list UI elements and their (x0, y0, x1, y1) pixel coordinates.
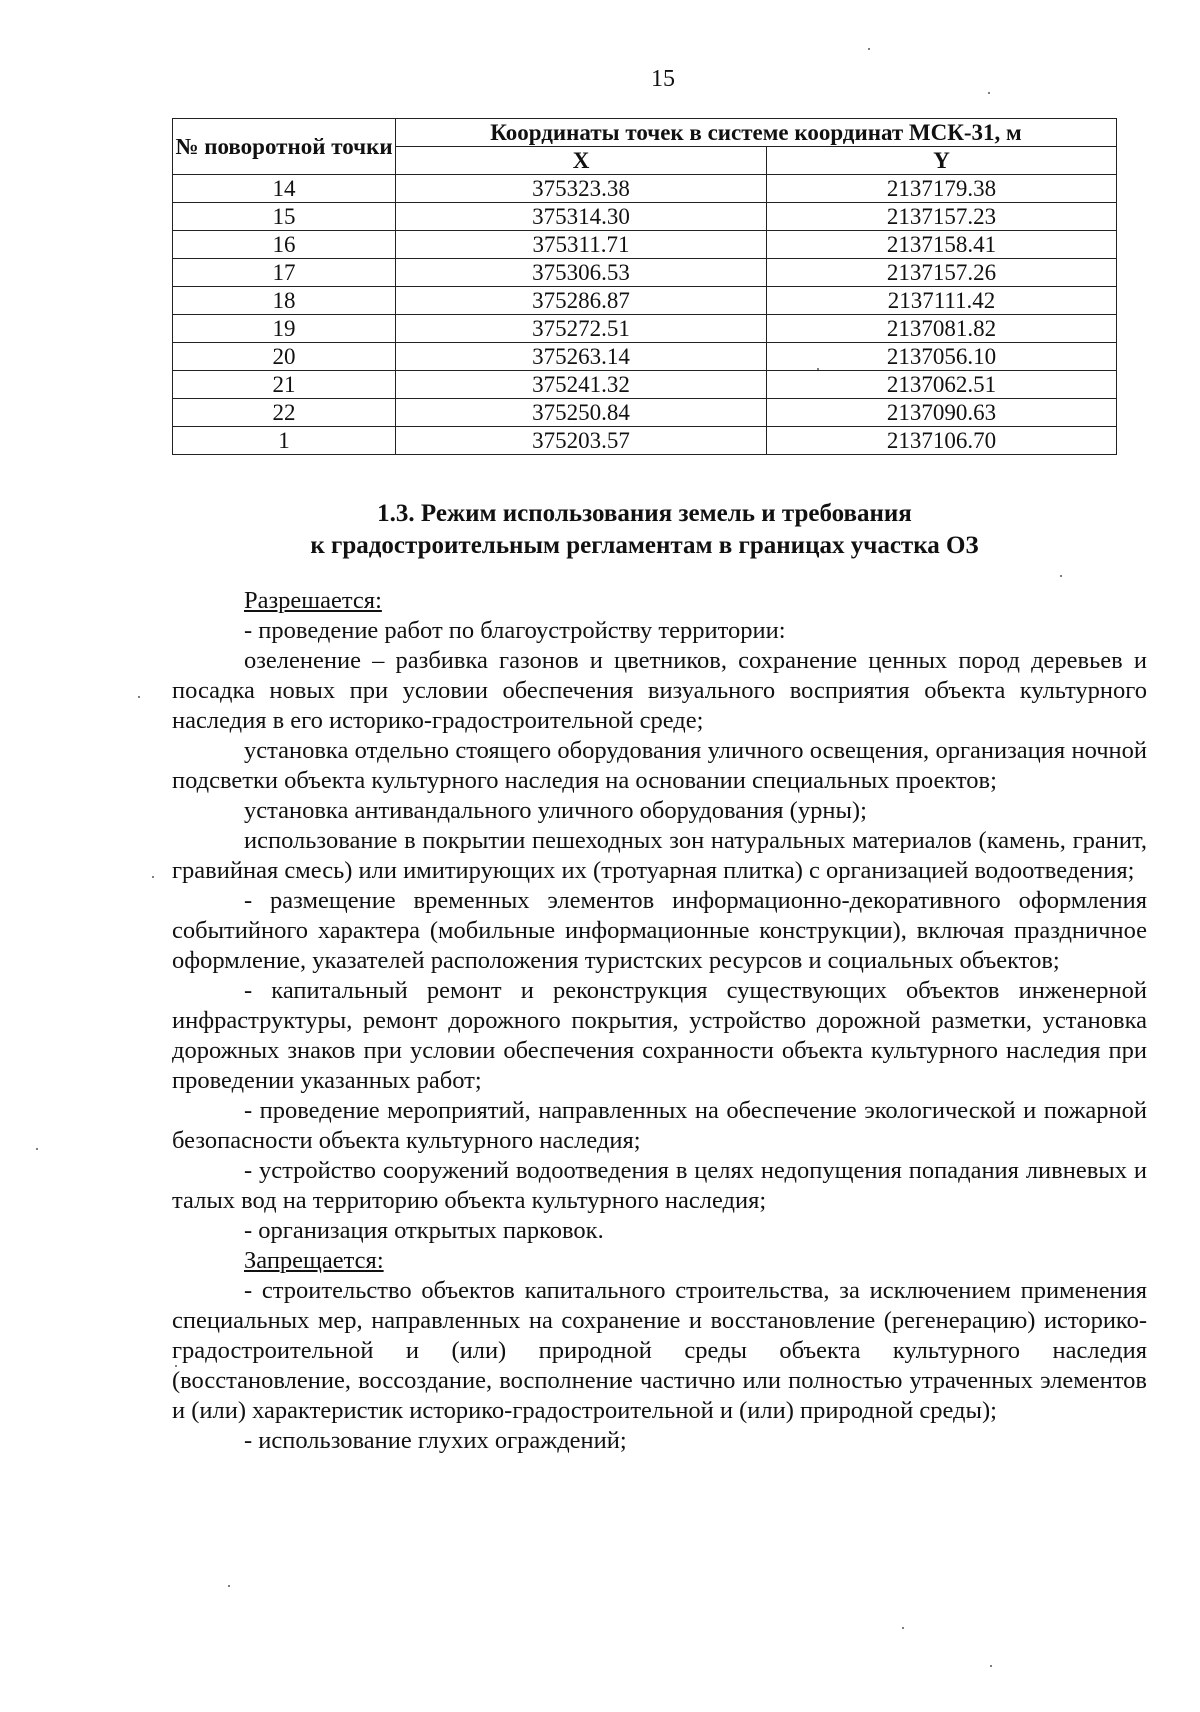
scan-speck (817, 368, 819, 370)
allowed-item: - устройство сооружений водоотведения в целях недопущения попадания ливневых и талых вод на территорию объекта культурного наследия; (172, 1157, 1147, 1214)
table-row (173, 427, 1117, 455)
point-number-cell: 22 (173, 399, 396, 427)
y-cell: 2137111.42 (767, 287, 1117, 315)
forbidden-item: - строительство объектов капитального строительства, за исключением применения специальных мер, направленных на сохранение и восстановление (регенерацию) историко-градостроительной и (или) природной среды объекта культурного наследия (восстановление, воссоздание, восполнение частично или полностью утраченных элементов и (или) характеристик историко-градостроительной и (или) природной среды); (172, 1277, 1147, 1424)
table-row (173, 259, 1117, 287)
allowed-item: - капитальный ремонт и реконструкция существующих объектов инженерной инфраструктуры, ремонт дорожного покрытия, устройство дорожной разметки, установка дорожных знаков при условии обеспечения сохранности объекта культурного наследия при проведении указанных работ; (172, 977, 1147, 1094)
allowed-item: - проведение работ по благоустройству территории: (244, 617, 786, 644)
section-title (172, 498, 1117, 562)
x-cell: 375250.84 (396, 399, 767, 427)
x-cell: 375311.71 (396, 231, 767, 259)
scan-speck (175, 1365, 177, 1367)
table-row (173, 343, 1117, 371)
point-number-cell: 1 (173, 427, 396, 455)
x-cell: 375203.57 (396, 427, 767, 455)
coordinates-table (172, 118, 1117, 455)
header-point-number: № поворотной точки (173, 119, 396, 175)
y-cell: 2137106.70 (767, 427, 1117, 455)
scan-speck (988, 92, 990, 94)
coordinates-table-body (173, 175, 1117, 455)
table-row (173, 287, 1117, 315)
scan-speck (902, 1627, 904, 1629)
table-row (173, 203, 1117, 231)
y-cell: 2137090.63 (767, 399, 1117, 427)
y-cell: 2137158.41 (767, 231, 1117, 259)
allowed-item: - проведение мероприятий, направленных на обеспечение экологической и пожарной безопасности объекта культурного наследия; (172, 1097, 1147, 1154)
allowed-item: установка отдельно стоящего оборудования уличного освещения, организация ночной подсветки объекта культурного наследия на основании специальных проектов; (172, 737, 1147, 794)
y-cell: 2137157.23 (767, 203, 1117, 231)
table-row (173, 399, 1117, 427)
scan-speck (228, 1585, 230, 1587)
point-number-cell: 19 (173, 315, 396, 343)
point-number-cell: 20 (173, 343, 396, 371)
regulations-text (172, 586, 1147, 1456)
x-cell: 375286.87 (396, 287, 767, 315)
header-x: X (396, 147, 767, 175)
y-cell: 2137179.38 (767, 175, 1117, 203)
forbidden-label: Запрещается: (244, 1247, 384, 1274)
y-cell: 2137081.82 (767, 315, 1117, 343)
x-cell: 375314.30 (396, 203, 767, 231)
allowed-label: Разрешается: (244, 587, 382, 614)
allowed-item: использование в покрытии пешеходных зон натуральных материалов (камень, гранит, гравийная смесь) или имитирующих их (тротуарная плитка) с организацией водоотведения; (172, 827, 1147, 884)
header-y: Y (767, 147, 1117, 175)
table-row (173, 315, 1117, 343)
y-cell: 2137062.51 (767, 371, 1117, 399)
allowed-item: озеленение – разбивка газонов и цветников, сохранение ценных пород деревьев и посадка новых при условии обеспечения визуального восприятия объекта культурного наследия в его историко-градостроительной среде; (172, 647, 1147, 734)
scan-speck (1060, 575, 1062, 577)
y-cell: 2137056.10 (767, 343, 1117, 371)
x-cell: 375263.14 (396, 343, 767, 371)
point-number-cell: 17 (173, 259, 396, 287)
allowed-item: установка антивандального уличного оборудования (урны); (244, 797, 867, 824)
header-coordinates: Координаты точек в системе координат МСК-31, м (396, 119, 1117, 147)
y-cell: 2137157.26 (767, 259, 1117, 287)
page-number: 15 (651, 66, 675, 92)
forbidden-item: - использование глухих ограждений; (244, 1427, 627, 1454)
scan-speck (138, 696, 140, 698)
point-number-cell: 15 (173, 203, 396, 231)
table-row (173, 175, 1117, 203)
scan-speck (152, 876, 154, 878)
point-number-cell: 18 (173, 287, 396, 315)
table-row (173, 231, 1117, 259)
x-cell: 375272.51 (396, 315, 767, 343)
scan-speck (868, 48, 870, 50)
point-number-cell: 21 (173, 371, 396, 399)
scan-speck (990, 1665, 992, 1667)
point-number-cell: 14 (173, 175, 396, 203)
table-row (173, 371, 1117, 399)
point-number-cell: 16 (173, 231, 396, 259)
scan-speck (36, 1148, 38, 1150)
section-title-line-1: 1.3. Режим использования земель и требования (377, 500, 912, 527)
x-cell: 375323.38 (396, 175, 767, 203)
allowed-item: - размещение временных элементов информационно-декоративного оформления событийного характера (мобильные информационные конструкции), включая праздничное оформление, указателей расположения туристских ресурсов и социальных объектов; (172, 887, 1147, 974)
x-cell: 375241.32 (396, 371, 767, 399)
section-title-line-2: к градостроительным регламентам в границах участка ОЗ (310, 532, 979, 559)
allowed-item: - организация открытых парковок. (244, 1217, 604, 1244)
x-cell: 375306.53 (396, 259, 767, 287)
